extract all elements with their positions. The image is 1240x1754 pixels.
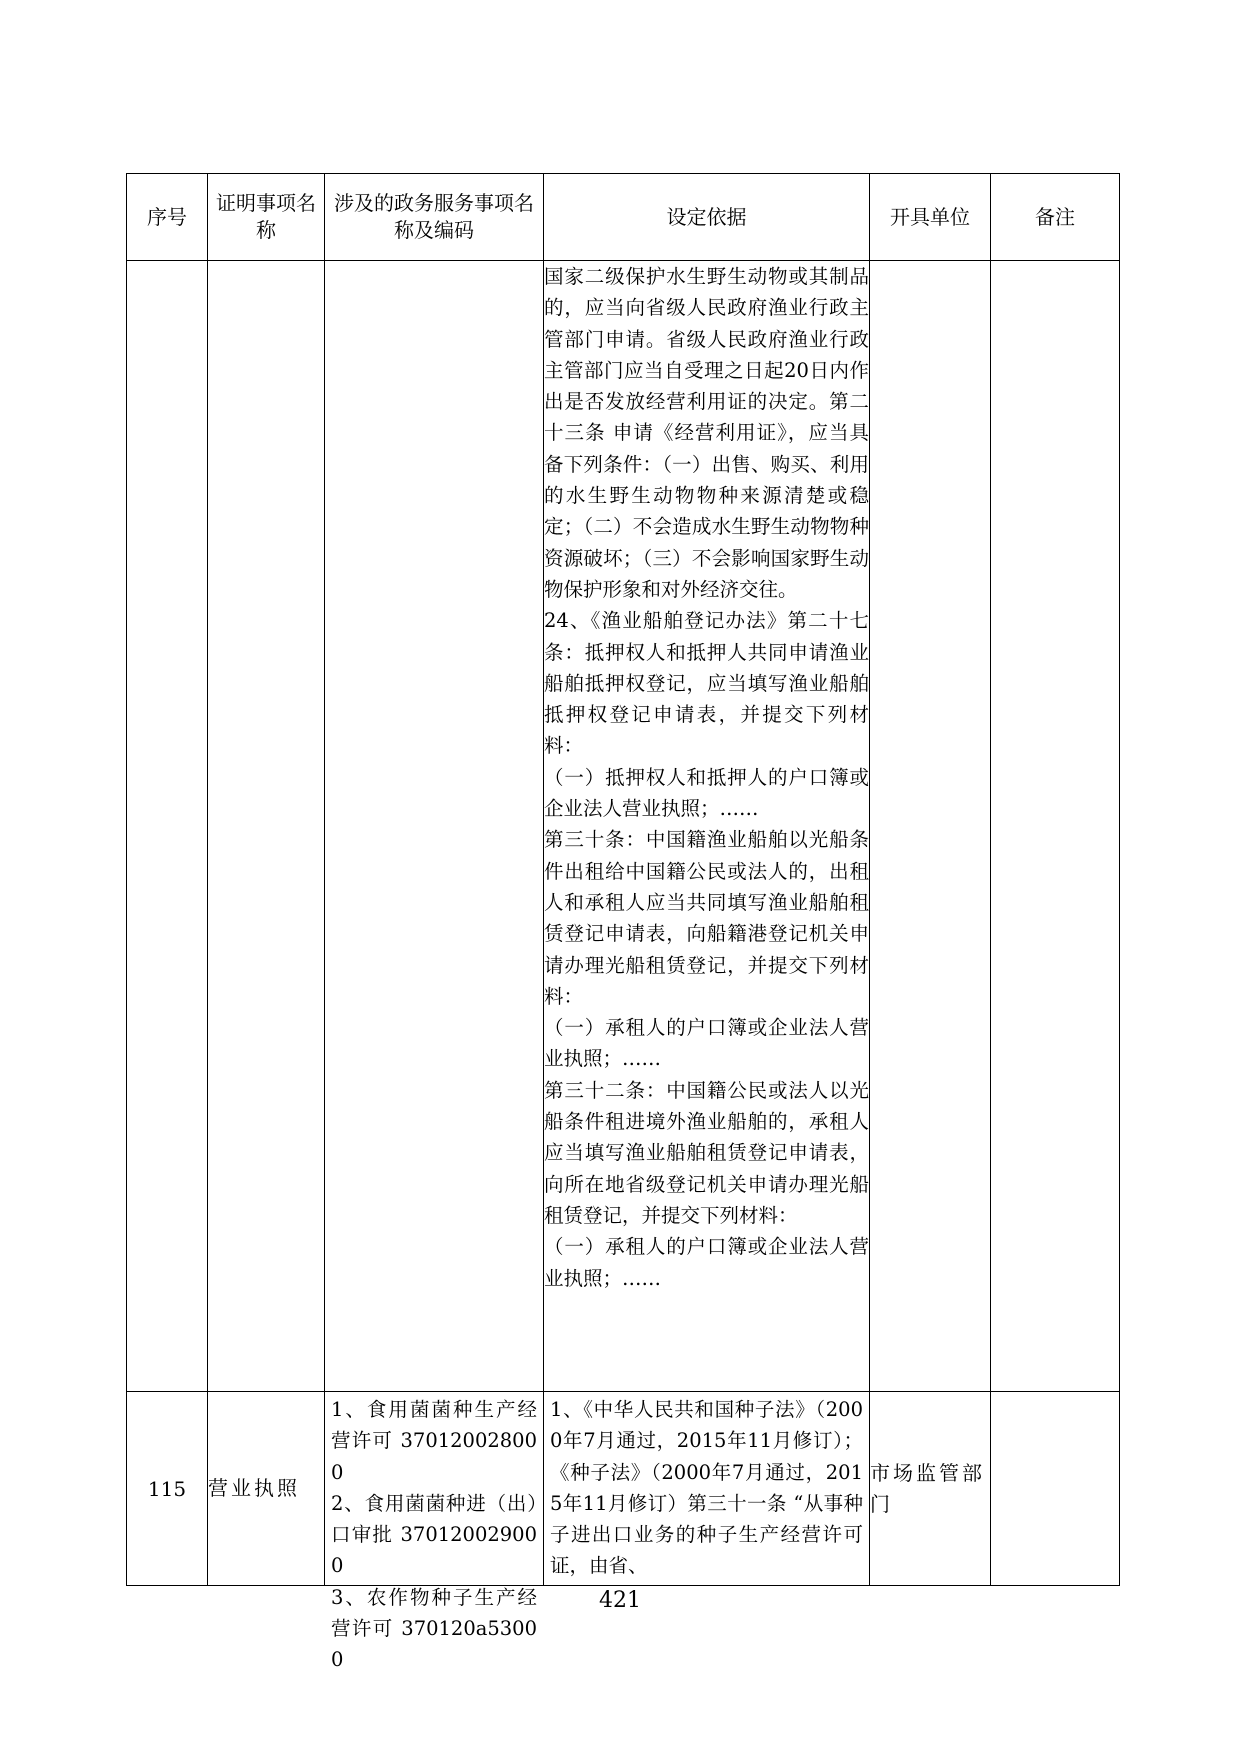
- basis-paragraph: （一）承租人的户口簿或企业法人营业执照；……: [544, 1235, 869, 1290]
- basis-paragraph: 国家二级保护水生野生动物或其制品的，应当向省级人民政府渔业行政主管部门申请。省级人民政府渔业行政主管部门应当自受理之日起20日内作出是否发放经营利用证的决定。第二十三条 申请《经营利用证》，应当具备下列条件：（一）出售、购买、利用的水生野生动物物种来源清楚或稳定；（二）不会造成水生野生动物物种资源破坏；（三）不会影响国家野生动物保护形象和对外经济交往。: [544, 265, 869, 601]
- service-item: 3、农作物种子生产经营许可 370120a53000: [331, 1585, 537, 1672]
- remarks-cell: [991, 261, 1120, 1392]
- header-serial-number: 序号: [127, 174, 208, 261]
- basis-paragraph: 1、《中华人民共和国种子法》（2000年7月通过，2015年11月修订）；《种子法》（2000年7月通过，2015年11月修订）第三十一条 “从事种子进出口业务的种子生产经营许可证，由省、: [550, 1398, 863, 1578]
- header-certificate-name: 证明事项名称: [208, 174, 325, 261]
- issuing-unit-cell: 市场监管部门: [870, 1392, 991, 1586]
- service-items-cell: [325, 1392, 544, 1672]
- header-legal-basis: 设定依据: [544, 174, 870, 261]
- issuing-unit-cell: [870, 261, 991, 1392]
- table-row: [127, 261, 1120, 1392]
- certificate-name-cell: 营业执照: [208, 1392, 325, 1586]
- service-items-cell: [325, 261, 544, 1392]
- table-header-row: [127, 174, 1120, 261]
- header-service-items: 涉及的政务服务事项名称及编码: [325, 174, 544, 261]
- basis-paragraph: （一）抵押权人和抵押人的户口簿或企业法人营业执照；……: [544, 765, 869, 821]
- table-row: [127, 1392, 1120, 1586]
- legal-basis-cell: [544, 261, 870, 1392]
- certificate-name-cell: [208, 261, 325, 1392]
- legal-basis-cell: [544, 1392, 870, 1586]
- basis-paragraph: 第三十二条：中国籍公民或法人以光船条件租进境外渔业船舶的，承租人应当填写渔业船舶租赁登记申请表，向所在地省级登记机关申请办理光船租赁登记，并提交下列材料：: [544, 1078, 869, 1227]
- basis-paragraph: 24、《渔业船舶登记办法》第二十七条：抵押权人和抵押人共同申请渔业船舶抵押权登记，应当填写渔业船舶抵押权登记申请表，并提交下列材料：: [544, 609, 869, 758]
- serial-number-cell: 115: [127, 1392, 208, 1586]
- header-remarks: 备注: [991, 174, 1120, 261]
- service-item: 1、食用菌菌种生产经营许可 370120028000: [331, 1398, 537, 1484]
- header-issuing-unit: 开具单位: [870, 174, 991, 261]
- remarks-cell: [991, 1392, 1120, 1586]
- serial-number-cell: [127, 261, 208, 1392]
- page-number: 421: [599, 1588, 641, 1613]
- service-item: 2、食用菌菌种进（出）口审批 370120029000: [331, 1491, 537, 1578]
- basis-paragraph: 第三十条：中国籍渔业船舶以光船条件出租给中国籍公民或法人的，出租人和承租人应当共同填写渔业船舶租赁登记申请表，向船籍港登记机关申请办理光船租赁登记，并提交下列材料：: [544, 828, 869, 1008]
- basis-paragraph: （一）承租人的户口簿或企业法人营业执照；……: [544, 1016, 869, 1071]
